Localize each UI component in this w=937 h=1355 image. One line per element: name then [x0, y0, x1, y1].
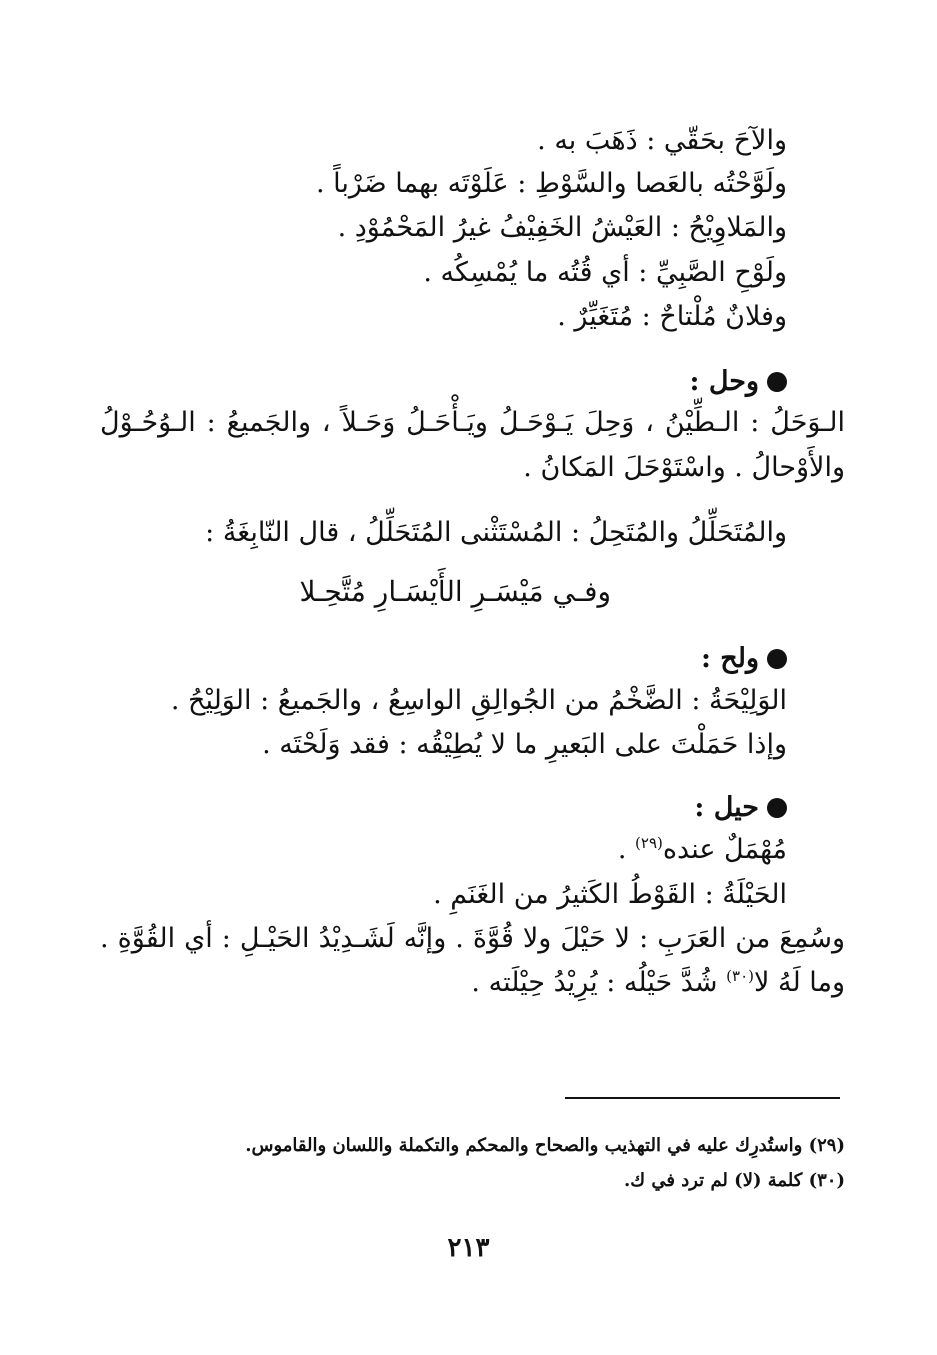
- text-line: والمُتَحَلِّلُ والمُتَحِلُ : المُسْتَثْنى المُتَحَلِّلُ ، قال النّابِغَةُ :: [205, 517, 787, 548]
- text-line: [471, 965, 845, 1001]
- text-segment: وما لَهُ لا: [754, 967, 845, 998]
- bullet-icon: [767, 798, 787, 818]
- entry-heading-label: حيل :: [694, 792, 759, 823]
- footnote: (٢٩) واستُدرِك عليه في التهذيب والصحاح والمحكم والتكملة واللسان والقاموس.: [245, 1135, 845, 1156]
- footnote: (٣٠) كلمة (لا) لم ترد في ك.: [623, 1170, 845, 1191]
- text-line: وإذا حَمَلْتَ على البَعيرِ ما لا يُطِيْقُه : فقد وَلَحْتَه .: [262, 729, 787, 760]
- entry-heading-walh: [701, 641, 787, 677]
- entry-heading-hayl: [694, 790, 787, 826]
- footnote-separator: [565, 1097, 840, 1099]
- text-line: وسُمِعَ من العَرَبِ : لا حَيْلَ ولا قُوَّةَ . وإنَّه لَشَـدِيْدُ الحَيْـلِ : أي القُوَّةِ .: [100, 923, 845, 954]
- text-line: الوَلِيْحَةُ : الضَّخْمُ من الجُوالِقِ الواسِعُ ، والجَميعُ : الوَلِيْحُ .: [170, 685, 787, 716]
- text-line: الحَيْلَةُ : القَوْطُ الكَثيرُ من الغَنَمِ .: [433, 879, 787, 910]
- text-line: والأَوْحالُ . واسْتَوْحَلَ المَكانُ .: [523, 452, 845, 483]
- page-number: ٢١٣: [447, 1233, 490, 1263]
- footnote-marker: (٣٠): [726, 967, 754, 985]
- footnote-marker: (٢٩): [635, 834, 663, 852]
- text-line: [618, 832, 787, 868]
- bullet-icon: [767, 649, 787, 669]
- text-line: والآحَ بحَقّي : ذَهَبَ به .: [537, 125, 787, 156]
- text-segment: .: [617, 834, 636, 865]
- text-segment: شُدَّ حَيْلُه : يُرِيْدُ حِيْلَته .: [471, 967, 727, 998]
- entry-heading-label: ولح :: [700, 643, 759, 674]
- text-segment: مُهْمَلٌ عنده: [662, 834, 787, 865]
- text-line: ولَوْحِ الصَّبِيِّ : أي قُتُه ما يُمْسِكُه .: [423, 257, 787, 288]
- text-line: الـوَحَلُ : الـطِّيْنُ ، وَحِلَ يَـوْحَـلُ ويَـأْحَـلُ وَحَـلاً ، والجَميعُ : الـوُحُـوْلُ: [100, 407, 845, 438]
- text-line: ولَوَّحْتُه بالعَصا والسَّوْطِ : عَلَوْتَه بهما ضَرْباً .: [315, 168, 787, 199]
- text-line: وفلانٌ مُلْتاحٌ : مُتَغَيِّرٌ .: [557, 301, 787, 332]
- entry-heading-wahl: [689, 364, 787, 400]
- bullet-icon: [767, 372, 787, 392]
- text-line: والمَلاوِيْحُ : العَيْشُ الخَفِيْفُ غيرُ المَحْمُوْدِ .: [337, 212, 787, 243]
- entry-heading-label: وحل :: [689, 366, 759, 397]
- poetry-verse: وفـي مَيْسَـرِ الأَيْسَـارِ مُتَّحِـلا: [299, 575, 611, 608]
